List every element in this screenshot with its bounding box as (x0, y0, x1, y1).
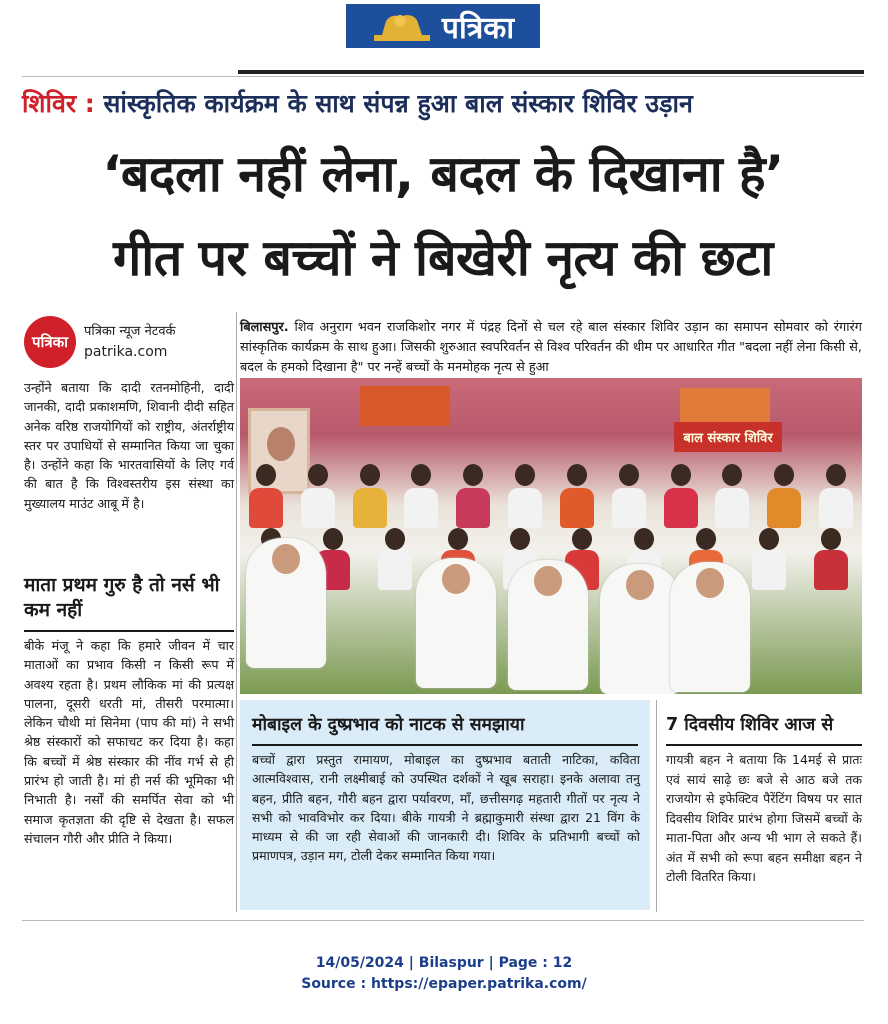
top-thin-rule (22, 76, 864, 77)
left-column-text-1: उन्होंने बताया कि दादी रतनमोहिनी, दादी जानकी, दादी प्रकाशमणि, शिवानी दीदी सहित अनेक वरिष्ठ राजयोगियों को राष्ट्रीय, अंतर्राष्ट्रीय स्तर पर उपाधियों से सम्मानित किया जा चुका है। उन्होंने कहा कि भारतवासियों के लिए गर्व की बात है कि विश्वस्तरीय इस संस्था का मुख्यालय माउंट आबू में है। (24, 380, 234, 511)
headline-line-1: ‘बदला नहीं लेना, बदल के दिखाना है’ (102, 145, 784, 203)
photo-sign: बाल संस्कार शिविर (674, 422, 782, 452)
byline-source: पत्रिका न्यूज नेटवर्क (84, 324, 176, 339)
left-column-text-2: बीके मंजू ने कहा कि हमारे जीवन में चार माताओं का प्रभाव किसी न किसी रूप में अवश्य रहता है। प्रथम लौकिक मां की प्रत्यक्ष पालना, दूसरी धरती मां, तीसरी परमात्मा। लेकिन चौथी मां सिनेमा (पाप की मां) ने सभी श्रेष्ठ संस्कारों को सफाचट कर दिया है। कहा कि बच्चों में श्रेष्ठ संस्कार की नींव गर्भ से ही प्रारंभ हो जाती है। मां ही नर्स की भूमिका भी निभाती है। नर्सों की समर्पित सेवा को भी समाज कृतज्ञता की दृष्टि से देखता है। सफल संचालन गौरी और प्रीति ने किया। (24, 638, 234, 846)
photo-figure (600, 564, 680, 694)
camp-story-rule (666, 744, 862, 746)
byline-site: patrika.com (84, 344, 168, 360)
column-divider (236, 312, 237, 912)
left-subheading-rule (24, 630, 234, 632)
photo-crowd-row (240, 528, 862, 550)
footer-date-line: 14/05/2024 | Bilaspur | Page : 12 (315, 955, 573, 971)
headline-line-2: गीत पर बच्चों ने बिखेरी नृत्य की छटा (113, 229, 773, 287)
masthead (346, 4, 540, 48)
kicker-label: शिविर : (22, 89, 95, 118)
dateline: बिलासपुर. (240, 320, 289, 335)
photo-figure (670, 562, 750, 692)
masthead-brand: पत्रिका (441, 10, 515, 46)
event-photo (240, 378, 862, 694)
lead-paragraph (240, 318, 862, 378)
photo-banner (360, 386, 450, 426)
kicker (22, 86, 864, 120)
camp-story-heading: 7 दिवसीय शिविर आज से (666, 715, 834, 735)
mobile-story-text: बच्चों द्वारा प्रस्तुत रामायण, मोबाइल का दुष्प्रभाव बताती नाटिका, कविता आत्मविश्वास, रानी लक्ष्मीबाई को उपस्थित दर्शकों ने खूब सराहा। इनके अलावा तनु बहन, प्रीति बहन, गौरी बहन द्वारा पर्यावरण, माँ, छत्तीसगढ़ महतारी गीतों पर नृत्य ने सभी को भावविभोर कर दिया। बीके गायत्री ने ब्रह्माकुमारी संस्था द्वारा 21 विंग के माध्यम से की जा रही सेवाओं की जानकारी दी। शिविर के प्रतिभागी बच्चों को प्रमाणपत्र, उड़ान मग, टोली देकर सम्मानित किया गया। (252, 752, 640, 864)
right-column-divider (656, 700, 657, 912)
photo-crowd-row (240, 464, 862, 486)
footer-source-line: Source : https://epaper.patrika.com/ (301, 976, 587, 992)
mobile-story-rule (252, 744, 638, 746)
photo-figure (508, 560, 588, 690)
kicker-text: सांस्कृतिक कार्यक्रम के साथ संपन्न हुआ बाल संस्कार शिविर उड़ान (103, 89, 693, 118)
photo-crowd-row (240, 488, 862, 528)
lead-text: शिव अनुराग भवन राजकिशोर नगर में पंद्रह दिनों से चल रहे बाल संस्कार शिविर उड़ान का समापन सोमवार को रंगारंग सांस्कृतिक कार्यक्रम के साथ हुआ। जिसकी शुरुआत स्वपरिवर्तन से विश्व परिवर्तन की थीम पर आधारित गीत "बदला नहीं लेना किसी से, बदल के हमको दिखाना है" पर नन्हें बच्चों के मनमोहक नृत्य से हुआ (240, 320, 862, 375)
lion-emblem-icon (372, 9, 432, 43)
footer-rule (22, 920, 864, 921)
camp-story-text: गायत्री बहन ने बताया कि 14मई से प्रातः एवं सायं साढ़े छः बजे से आठ बजे तक राजयोग से इफेक्टिव पैरेंटिंग विषय पर सात दिवसीय शिविर प्रारंभ होगा जिसमें बच्चों के माता-पिता और अन्य भी भाग ले सकते हैं। अंत में सभी को रूपा बहन समीक्षा बहन ने टोली वितरित किया। (666, 752, 862, 884)
mobile-story-heading: मोबाइल के दुष्प्रभाव को नाटक से समझाया (252, 715, 525, 735)
left-subheading: माता प्रथम गुरु है तो नर्स भी कम नहीं (24, 574, 220, 621)
photo-figure (416, 558, 496, 688)
photo-figure (246, 538, 326, 668)
patrika-logo-icon: पत्रिका (24, 316, 76, 368)
byline (24, 312, 234, 372)
top-rule (238, 70, 864, 74)
